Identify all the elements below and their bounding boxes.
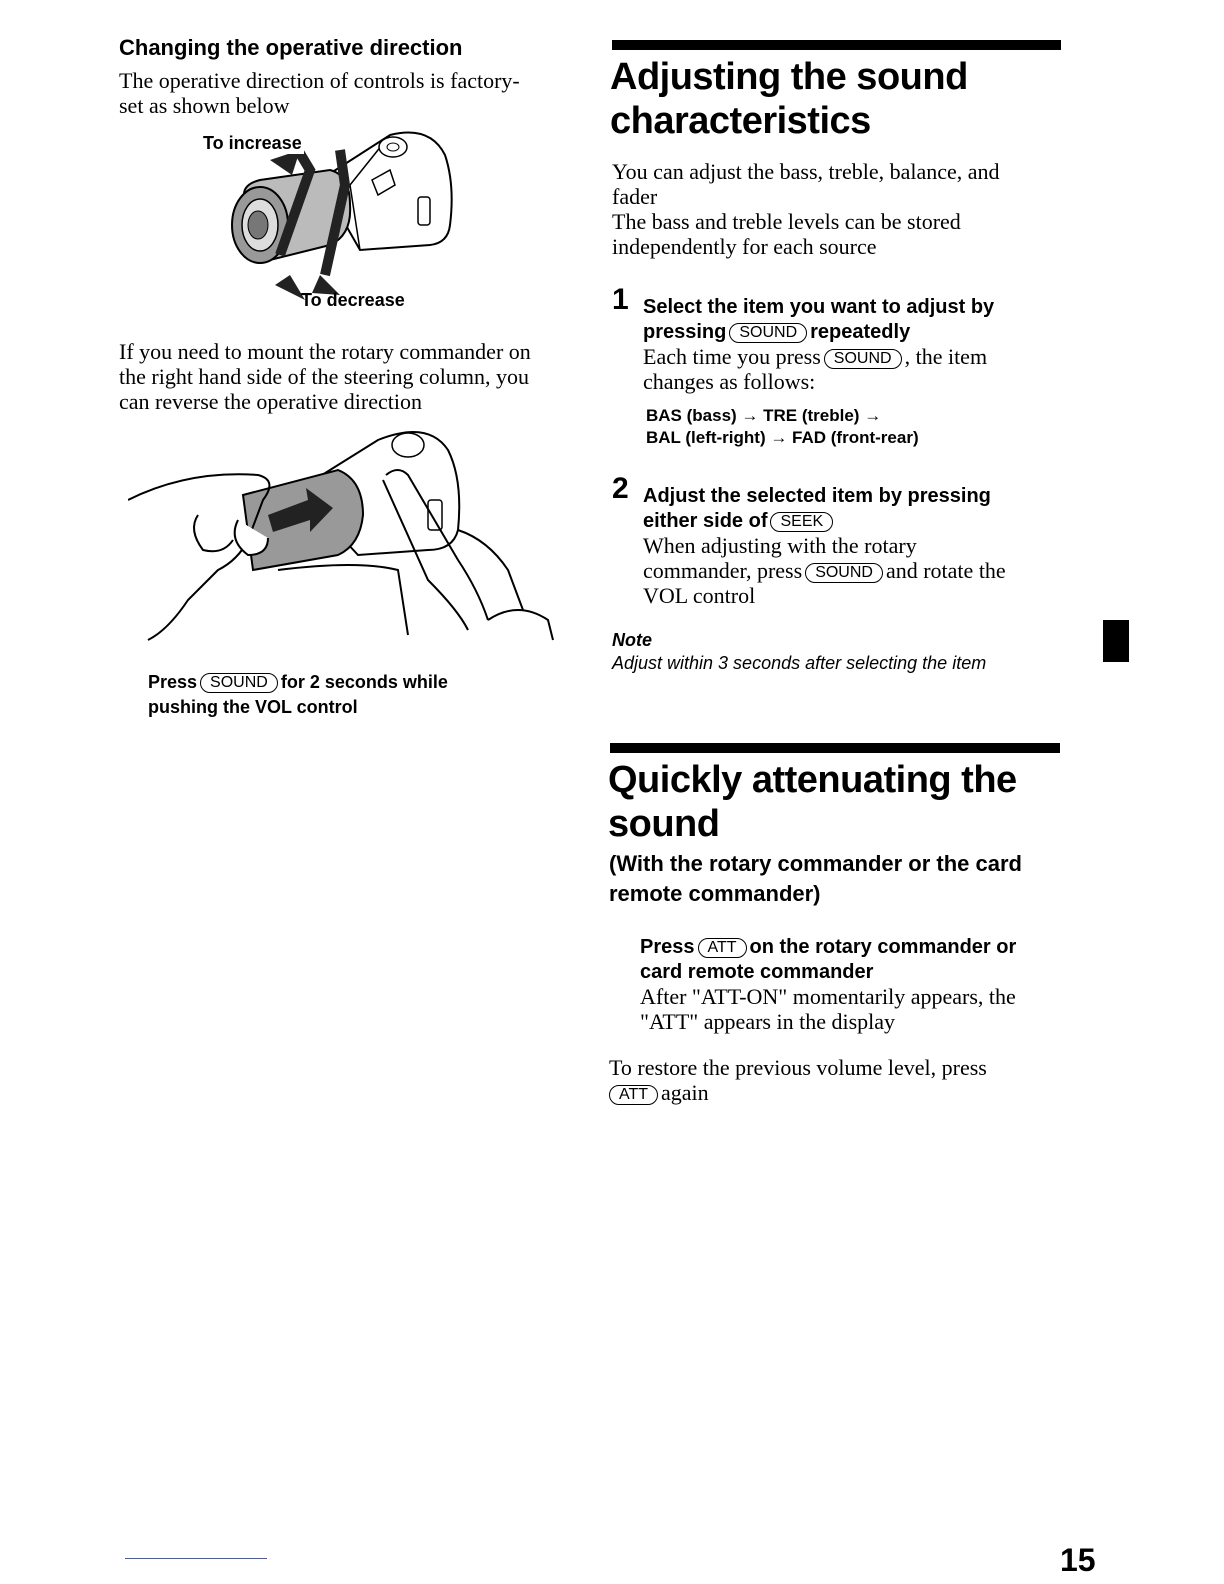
reverse-para-line-3: can reverse the operative direction — [119, 389, 422, 414]
step-1-body-line-1 — [643, 345, 987, 370]
step-1-body-a: Each time you press — [643, 344, 821, 369]
adjust-intro-line-4: independently for each source — [612, 234, 877, 259]
att-press: Press — [640, 936, 695, 958]
subtitle-line-2: remote commander) — [609, 881, 821, 906]
reverse-para-line-2: the right hand side of the steering column, you — [119, 364, 529, 389]
intro-line-1: The operative direction of controls is factory- — [119, 68, 520, 93]
hand-pressing-illustration — [128, 420, 568, 660]
restore-line-1: To restore the previous volume level, press — [609, 1055, 987, 1080]
section-tab-marker — [1103, 620, 1129, 662]
step-1-title-line-1: Select the item you want to adjust by — [643, 296, 995, 318]
att-body-line-2: "ATT" appears in the display — [640, 1009, 896, 1034]
adjust-intro-line-2: fader — [612, 184, 658, 209]
restore-line-2 — [609, 1081, 709, 1106]
footer-line — [125, 1558, 267, 1559]
section-rule-1 — [612, 40, 1061, 50]
step-2-title-line-2 — [643, 509, 836, 534]
step-1-body-line-2: changes as follows: — [643, 369, 816, 394]
att-body-line-1: After "ATT-ON" momentarily appears, the — [640, 984, 1016, 1009]
title-attenuating-line-2: sound — [608, 803, 720, 845]
step-2-body-a: commander, press — [643, 558, 803, 583]
att-rest: on the rotary commander or — [749, 936, 1017, 958]
press-caption-line-2: pushing the VOL control — [148, 697, 358, 717]
att-key: ATT — [698, 938, 747, 958]
step-1-number: 1 — [612, 283, 629, 316]
step-2-body-line-3: VOL control — [643, 583, 756, 608]
step-2-number: 2 — [612, 472, 629, 505]
note-title: Note — [612, 630, 652, 650]
step-1-title-line-2 — [643, 320, 910, 345]
press-caption-word: Press — [148, 672, 198, 692]
section-rule-2 — [610, 743, 1060, 753]
step-1-pressing: pressing — [643, 321, 727, 343]
title-attenuating-line-1: Quickly attenuating the — [608, 759, 1017, 801]
adjust-intro-line-3: The bass and treble levels can be stored — [612, 209, 961, 234]
note-text: Adjust within 3 seconds after selecting the item — [612, 653, 987, 673]
sound-key: SOUND — [729, 323, 807, 343]
step-2-title-line-1: Adjust the selected item by pressing — [643, 485, 991, 507]
flow-line-2: BAL (left-right) → FAD (front-rear) — [646, 428, 919, 447]
press-caption-rest: for 2 seconds while — [280, 672, 448, 692]
adjust-intro-line-1: You can adjust the bass, treble, balance, and — [612, 159, 1000, 184]
step-1-body-b: , the item — [904, 344, 988, 369]
page-number: 15 — [1060, 1542, 1096, 1578]
step-1-repeatedly: repeatedly — [810, 321, 911, 343]
label-to-increase: To increase — [203, 133, 302, 153]
press-sound-caption — [148, 670, 448, 720]
sound-key: SOUND — [824, 349, 902, 369]
restore-again: again — [661, 1080, 709, 1105]
intro-line-2: set as shown below — [119, 93, 290, 118]
section-heading-operative-direction: Changing the operative direction — [119, 35, 463, 60]
step-2-either: either side of — [643, 510, 768, 532]
sound-key: SOUND — [200, 673, 278, 693]
label-to-decrease: To decrease — [301, 290, 405, 310]
subtitle-line-1: (With the rotary commander or the card — [609, 851, 1022, 876]
title-adjusting-line-1: Adjusting the sound — [610, 56, 968, 98]
flow-line-1: BAS (bass) → TRE (treble) → — [646, 406, 882, 425]
reverse-para-line-1: If you need to mount the rotary commander on — [119, 339, 531, 364]
att-key: ATT — [609, 1085, 658, 1105]
step-2-body-b: and rotate the — [885, 558, 1006, 583]
title-adjusting-line-2: characteristics — [610, 100, 871, 142]
att-instruction-line-2: card remote commander — [640, 961, 874, 983]
step-2-body-line-1: When adjusting with the rotary — [643, 533, 917, 558]
sound-key: SOUND — [805, 563, 883, 583]
hand-pressing-figure — [128, 420, 568, 660]
seek-key: SEEK — [770, 512, 833, 532]
att-instruction-line-1 — [640, 935, 1016, 960]
step-2-body-line-2 — [643, 559, 1006, 584]
